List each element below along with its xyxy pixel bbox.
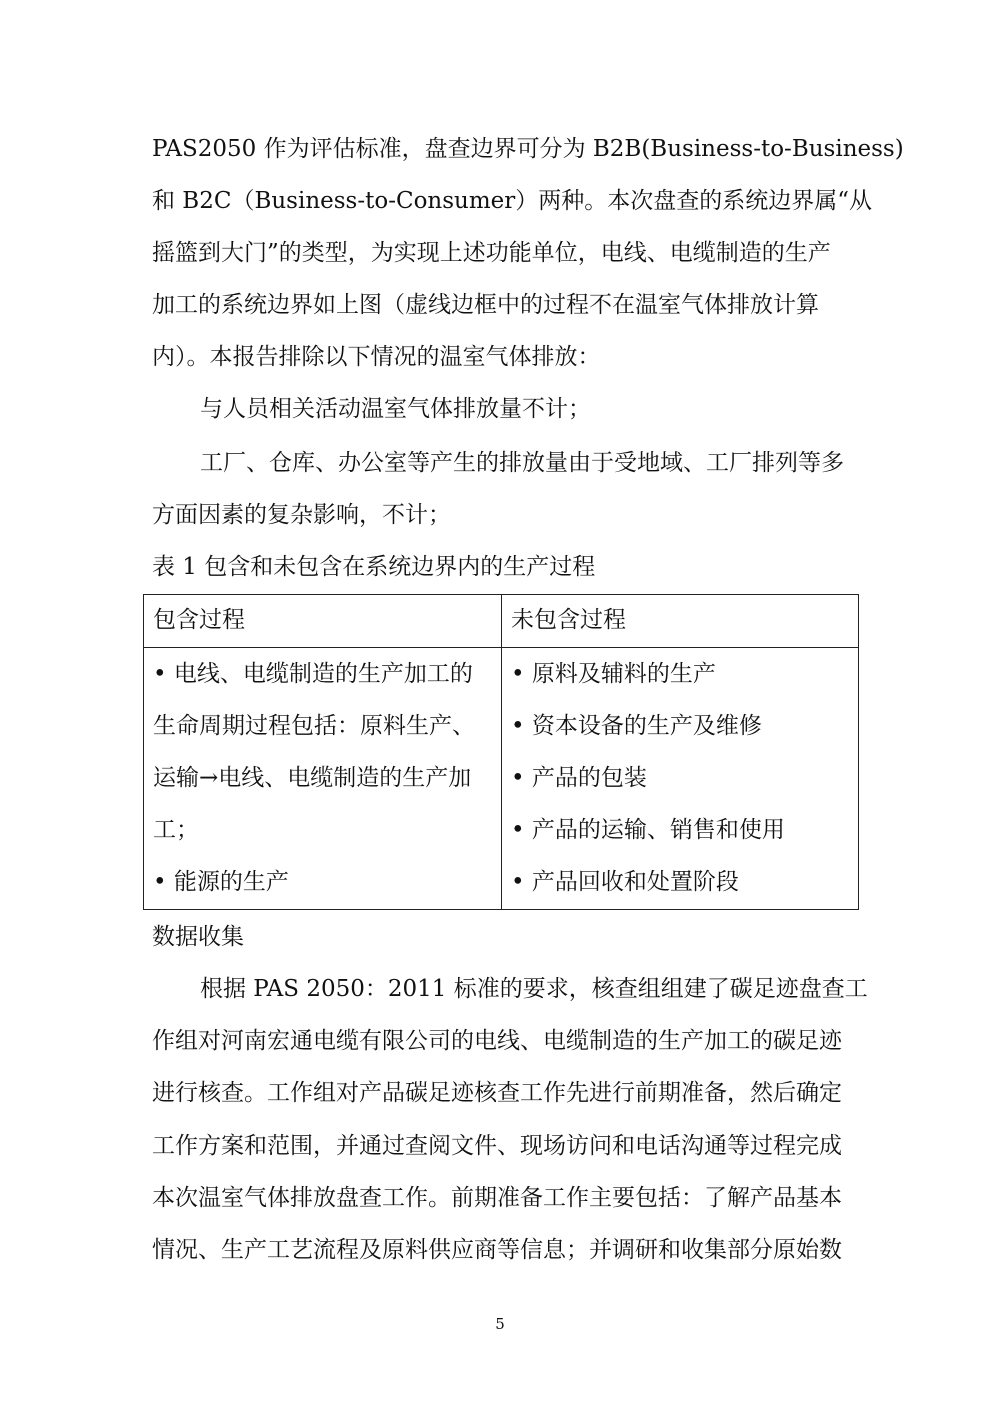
included-cell-line: • 能源的生产 [153, 869, 289, 895]
excluded-cell-line: • 原料及辅料的生产 [511, 661, 716, 687]
excluded-cell-line: • 产品回收和处置阶段 [511, 869, 739, 895]
paragraph1-line: 和 B2C（Business-to-Consumer）两种。本次盘查的系统边界属“从 [152, 188, 873, 214]
table-header-divider [144, 647, 858, 648]
exclusion-item-2-line: 方面因素的复杂影响，不计； [152, 502, 451, 528]
paragraph1-line: 加工的系统边界如上图（虚线边框中的过程不在温室气体排放计算 [152, 292, 819, 318]
process-table [143, 594, 859, 910]
table-caption: 表 1 包含和未包含在系统边界内的生产过程 [152, 554, 596, 580]
exclusion-item-1: 与人员相关活动温室气体排放量不计； [200, 396, 591, 422]
excluded-cell-line: • 产品的运输、销售和使用 [511, 817, 785, 843]
included-cell-line: • 电线、电缆制造的生产加工的 [153, 661, 473, 687]
section-heading: 数据收集 [152, 924, 244, 950]
table-header-included: 包含过程 [153, 607, 245, 633]
table-column-divider [501, 595, 502, 909]
exclusion-item-2-line: 工厂、仓库、办公室等产生的排放量由于受地域、工厂排列等多 [200, 450, 844, 476]
paragraph2-line: 进行核查。工作组对产品碳足迹核查工作先进行前期准备，然后确定 [152, 1080, 842, 1106]
paragraph2-line: 工作方案和范围，并通过查阅文件、现场访问和电话沟通等过程完成 [152, 1133, 842, 1159]
table-header-excluded: 未包含过程 [511, 607, 626, 633]
excluded-cell-line: • 资本设备的生产及维修 [511, 713, 762, 739]
page-number: 5 [495, 1315, 505, 1333]
paragraph1-line: PAS2050 作为评估标准，盘查边界可分为 B2B(Business-to-Business) [152, 136, 904, 162]
paragraph2-line: 本次温室气体排放盘查工作。前期准备工作主要包括：了解产品基本 [152, 1185, 842, 1211]
included-cell-line: 运输→电线、电缆制造的生产加 [153, 765, 472, 791]
paragraph2-line: 情况、生产工艺流程及原料供应商等信息；并调研和收集部分原始数 [152, 1237, 842, 1263]
paragraph2-line: 作组对河南宏通电缆有限公司的电线、电缆制造的生产加工的碳足迹 [152, 1028, 842, 1054]
included-cell-line: 生命周期过程包括：原料生产、 [153, 713, 475, 739]
paragraph1-line: 摇篮到大门”的类型，为实现上述功能单位，电线、电缆制造的生产 [152, 240, 831, 266]
excluded-cell-line: • 产品的包装 [511, 765, 647, 791]
paragraph1-line: 内）。本报告排除以下情况的温室气体排放： [152, 344, 601, 370]
paragraph2-line: 根据 PAS 2050：2011 标准的要求，核查组组建了碳足迹盘查工 [200, 976, 868, 1002]
included-cell-line: 工； [153, 817, 199, 843]
